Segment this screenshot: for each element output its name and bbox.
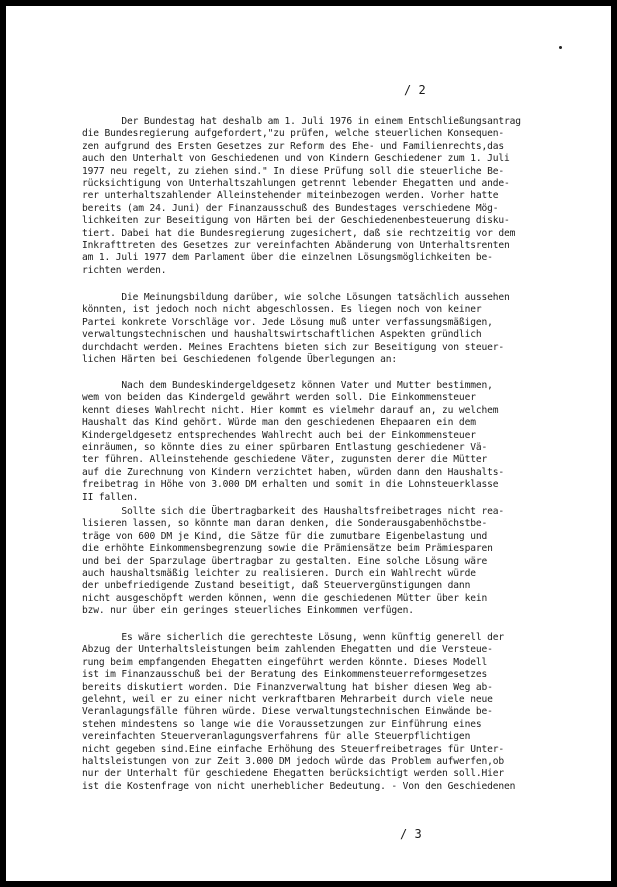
- text-line: Der Bundestag hat deshalb am 1. Juli 1976 in einem Entschließungsantrag: [82, 116, 521, 127]
- text-line: die erhöhte Einkommensbegrenzung sowie die Prämiensätze beim Prämiesparen: [82, 543, 493, 555]
- text-line: Veranlagungsfälle führen würde. Diese verwaltungstechnischen Einwände be-: [82, 706, 493, 718]
- text-line: könnten, ist jedoch noch nicht abgeschlossen. Es liegen noch von keiner: [82, 304, 482, 316]
- text-line: einräumen, so könnte dies zu einer spürbaren Entlastung geschiedener Vä-: [82, 442, 488, 454]
- text-line: stehen mindestens so lange wie die Voraussetzungen zur Einführung eines: [82, 718, 482, 730]
- text-line: die Bundesregierung aufgefordert,"zu prüfen, welche steuerlichen Konsequen-: [82, 128, 504, 140]
- text-line: auch haushaltsmäßig leichter zu realisieren. Durch ein Wahlrecht würde: [82, 568, 476, 580]
- text-line: Inkrafttreten des Gesetzes zur vereinfachten Abänderung von Unterhaltsrenten: [82, 240, 510, 252]
- text-line: bereits (am 24. Juni) der Finanzausschuß des Bundestages verschiedene Mög-: [82, 202, 499, 214]
- text-line: auch den Unterhalt von Geschiedenen und von Kindern Geschiedener zum 1. Juli: [82, 153, 510, 165]
- page-number-bottom: / 3: [400, 827, 422, 841]
- text-line: ist die Kostenfrage von nicht unerheblicher Bedeutung. - Von den Geschiedenen: [82, 780, 516, 792]
- text-line: träge von 600 DM je Kind, die Sätze für die zumutbare Eigenbelastung und: [82, 530, 488, 542]
- text-line: rung beim empfangenden Ehegatten eingeführt werden könnte. Dieses Modell: [82, 656, 488, 668]
- text-line: gelehnt, weil er zu einer nicht verkraftbaren Mehrarbeit durch viele neue: [82, 694, 493, 706]
- paragraph-child-benefit-choice: [82, 380, 560, 504]
- paragraph-fairest-solution: [82, 632, 560, 793]
- text-line: bereits diskutiert worden. Die Finanzverwaltung hat bisher diesen Weg ab-: [82, 681, 493, 693]
- text-line: und bei der Sparzulage übertragbar zu gestalten. Eine solche Lösung wäre: [82, 555, 488, 567]
- text-line: II fallen.: [82, 491, 139, 503]
- text-line: lichen Härten bei Geschiedenen folgende Überlegungen an:: [82, 354, 398, 366]
- text-line: ter führen. Alleinstehende geschiedene Väter, zugunsten derer die Mütter: [82, 454, 488, 466]
- scan-speck: [559, 46, 562, 49]
- text-line: wem von beiden das Kindergeld gewährt werden soll. Die Einkommensteuer: [82, 392, 476, 404]
- text-line: Partei konkrete Vorschläge vor. Jede Lösung muß unter verfassungsmäßigen,: [82, 316, 493, 328]
- text-line: kennt dieses Wahlrecht nicht. Hier kommt es vielmehr darauf an, zu welchem: [82, 404, 499, 416]
- text-line: bzw. nur über ein geringes steuerliches Einkommen verfügen.: [82, 605, 414, 617]
- text-line: am 1. Juli 1977 dem Parlament über die einzelnen Lösungsmöglichkeiten be-: [82, 252, 493, 264]
- text-line: lichkeiten zur Beseitigung von Härten bei der Geschiedenenbesteuerung disku-: [82, 215, 510, 227]
- text-line: Die Meinungsbildung darüber, wie solche Lösungen tatsächlich aussehen: [82, 292, 510, 303]
- text-line: Nach dem Bundeskindergeldgesetz können Vater und Mutter bestimmen,: [82, 380, 493, 391]
- text-line: Sollte sich die Übertragbarkeit des Haushaltsfreibetrages nicht rea-: [82, 506, 504, 517]
- text-line: lisieren lassen, so könnte man daran denken, die Sonderausgabenhöchstbe-: [82, 518, 488, 530]
- text-line: Kindergeldgesetz entsprechendes Wahlrecht auch bei der Einkommensteuer: [82, 429, 476, 441]
- paragraph-opinion-forming: [82, 292, 560, 366]
- text-line: nicht ausgeschöpft werden können, wenn die geschiedenen Mütter über kein: [82, 592, 488, 604]
- text-line: 1977 neu regelt, zu ziehen sind." In diese Prüfung soll die steuerliche Be-: [82, 165, 504, 177]
- paragraph-bundestag-resolution: [82, 116, 560, 277]
- text-line: richten werden.: [82, 264, 167, 276]
- text-line: tiert. Dabei hat die Bundesregierung zugesichert, daß sie rechtzeitig vor dem: [82, 227, 516, 239]
- text-line: durchdacht werden. Meines Erachtens bieten sich zur Beseitigung von steuer-: [82, 341, 504, 353]
- text-line: rer unterhaltszahlender Alleinstehender miteinbezogen werden. Vorher hatte: [82, 190, 499, 202]
- text-line: nicht gegeben sind.Eine einfache Erhöhung des Steuerfreibetrages für Unter-: [82, 743, 504, 755]
- text-line: freibetrag in Höhe von 3.000 DM erhalten und somit in die Lohnsteuerklasse: [82, 479, 499, 491]
- text-line: der unbefriedigende Zustand beseitigt, daß Steuervergünstigungen dann: [82, 580, 471, 592]
- text-line: auf die Zurechnung von Kindern verzichtet haben, würden dann den Haushalts-: [82, 466, 504, 478]
- text-line: Es wäre sicherlich die gerechteste Lösung, wenn künftig generell der: [82, 632, 504, 643]
- text-line: haltsleistungen von zur Zeit 3.000 DM jedoch würde das Problem aufwerfen,ob: [82, 756, 504, 768]
- text-line: zen aufgrund des Ersten Gesetzes zur Reform des Ehe- und Familienrechts,das: [82, 140, 504, 152]
- text-line: vereinfachten Steuerveranlagungsverfahrens für alle Steuerpflichtigen: [82, 731, 471, 743]
- text-line: verwaltungstechnischen und haushaltswirtschaftlichen Aspekten gründlich: [82, 329, 482, 341]
- text-line: ist im Finanzausschuß bei der Beratung des Einkommensteuerreformgesetzes: [82, 669, 488, 681]
- text-line: Abzug der Unterhaltsleistungen beim zahlenden Ehegatten und die Versteue-: [82, 644, 493, 656]
- paragraph-household-allowance: [82, 506, 560, 618]
- text-line: Haushalt das Kind gehört. Würde man den geschiedenen Ehepaaren ein dem: [82, 417, 476, 429]
- text-line: nur der Unterhalt für geschiedene Ehegatten berücksichtigt werden soll.Hier: [82, 768, 504, 780]
- text-line: rücksichtigung von Unterhaltszahlungen getrennt lebender Ehegatten und ande-: [82, 178, 510, 190]
- page-number-top: / 2: [404, 83, 426, 97]
